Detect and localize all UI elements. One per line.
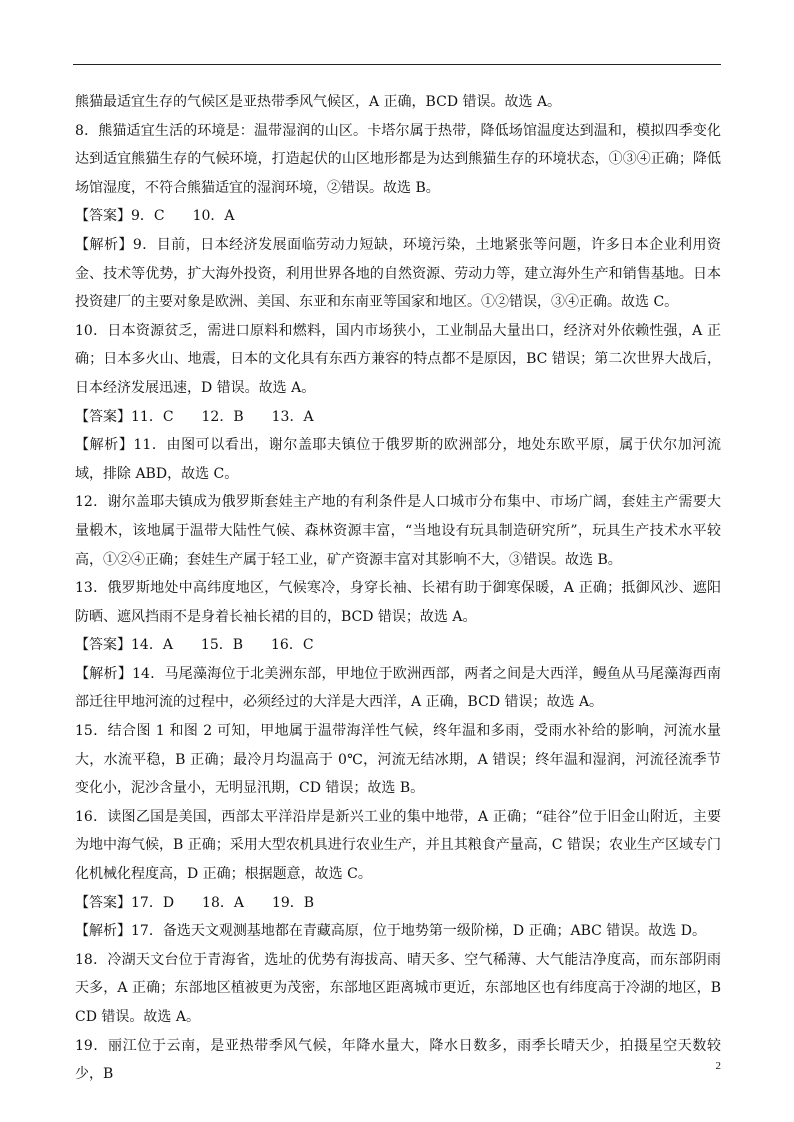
answer-11-13: 【答案】11．C 12．B 13．A bbox=[75, 408, 314, 425]
paragraph-q12: 12．谢尔盖耶夫镇成为俄罗斯套娃主产地的有利条件是人口城市分布集中、市场广阔，套娃主产需要大量椴木，该地属于温带大陆性气候、森林资源丰富，“当地设有玩具制造研究所”，玩具生产技术水平较高，①②④正确；套娃生产属于轻工业，矿产资源丰富对其影响不大，③错误。故选 B。 bbox=[75, 494, 721, 568]
paragraph-q13: 13．俄罗斯地处中高纬度地区，气候寒冷，身穿长袖、长裙有助于御寒保暖，A 正确；抵御风沙、遮阳防晒、遮风挡雨不是身着长袖长裙的目的，BCD 错误；故选 A。 bbox=[75, 580, 721, 625]
answer-9-10: 【答案】9．C 10．A bbox=[75, 208, 235, 225]
header-rule bbox=[73, 64, 721, 65]
answer-17-19: 【答案】17．D 18．A 19．B bbox=[75, 894, 315, 911]
page-number: 2 bbox=[715, 1060, 721, 1072]
paragraph-q15: 15．结合图 1 和图 2 可知，甲地属于温带海洋性气候，终年温和多雨，受雨水补给的影响，河流水量大，水流平稳，B 正确；最冷月均温高于 0℃，河流无结冰期，A 错误；终年温和湿润，河流径流季节变化小，泥沙含量小，无明显汛期，CD 错误；故选 B。 bbox=[75, 723, 721, 797]
analysis-q11: 【解析】11．由图可以看出，谢尔盖耶夫镇位于俄罗斯的欧洲部分，地处东欧平原，属于伏尔加河流域，排除 ABD，故选 C。 bbox=[75, 437, 721, 482]
paragraph-panda-climate: 熊猫最适宜生存的气候区是亚热带季风气候区，A 正确，BCD 错误。故选 A。 bbox=[75, 94, 562, 110]
paragraph-q10: 10．日本资源贫乏，需进口原料和燃料，国内市场狭小，工业制品大量出口，经济对外依赖性强，A 正确；日本多火山、地震，日本的文化具有东西方兼容的特点都不是原因，BC 错误；第二次世界大战后，日本经济发展迅速，D 错误。故选 A。 bbox=[75, 322, 721, 396]
paragraph-q18: 18．冷湖天文台位于青海省，选址的优势有海拔高、晴天多、空气稀薄、大气能洁净度高，而东部阴雨天多，A 正确；东部地区植被更为茂密，东部地区距离城市更近，东部地区也有纬度高于冷湖的地区，BCD 错误。故选 A。 bbox=[75, 951, 721, 1025]
paragraph-q19: 19．丽江位于云南，是亚热带季风气候，年降水量大，降水日数多，雨季长晴天少，拍摄星空天数较少，B bbox=[75, 1037, 721, 1083]
analysis-q9: 【解析】9．目前，日本经济发展面临劳动力短缺，环境污染，土地紧张等问题，许多日本企业利用资金、技术等优势，扩大海外投资，利用世界各地的自然资源、劳动力等，建立海外生产和销售基地。日本投资建厂的主要对象是欧洲、美国、东亚和东南亚等国家和地区。①②错误，③④正确。故选 C。 bbox=[75, 236, 721, 311]
analysis-q17: 【解析】17．备选天文观测基地都在青藏高原，位于地势第一级阶梯，D 正确；ABC 错误。故选 D。 bbox=[75, 923, 706, 940]
analysis-q14: 【解析】14．马尾藻海位于北美洲东部，甲地位于欧洲西部，两者之间是大西洋，鳗鱼从马尾藻海西南部迁往甲地河流的过程中，必须经过的大洋是大西洋，A 正确，BCD 错误；故选 A。 bbox=[75, 665, 721, 711]
paragraph-q8: 8．熊猫适宜生活的环境是：温带湿润的山区。卡塔尔属于热带，降低场馆温度达到温和，模拟四季变化达到适宜熊猫生存的气候环境，打造起伏的山区地形都是为达到熊猫生存的环境状态，①③④正确；降低场馆湿度，不符合熊猫适宜的湿润环境，②错误。故选 B。 bbox=[75, 122, 721, 196]
answer-14-16: 【答案】14．A 15．B 16．C bbox=[75, 637, 314, 654]
document-body bbox=[75, 88, 721, 1089]
paragraph-q16: 16．读图乙国是美国，西部太平洋沿岸是新兴工业的集中地带，A 正确；“硅谷”位于旧金山附近，主要为地中海气候，B 正确；采用大型农机具进行农业生产，并且其粮食产量高，C 错误；农业生产区域专门化机械化程度高，D 正确；根据题意，故选 C。 bbox=[75, 808, 721, 883]
